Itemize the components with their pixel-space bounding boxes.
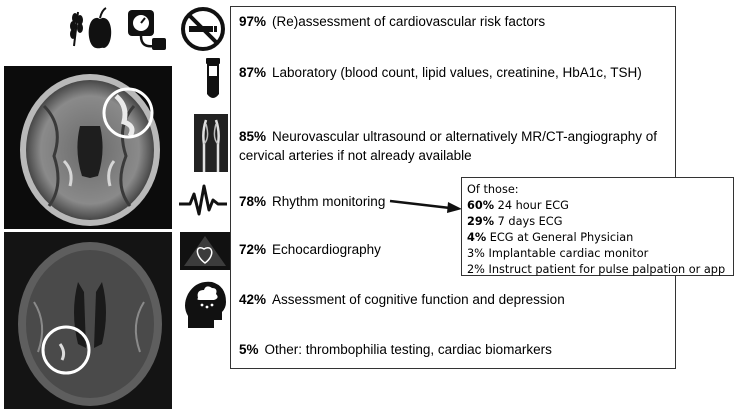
- rhythm-detail-line: 4% ECG at General Physician: [467, 231, 634, 244]
- rhythm-detail-line: 2% Instruct patient for pulse palpation or app: [467, 263, 726, 276]
- list-item-neurovascular: 85% Neurovascular ultrasound or alternatively MR/CT-angiography of cervical arteries if not already available: [239, 129, 657, 163]
- rhythm-arrow: [388, 196, 464, 214]
- list-item-laboratory: 87% Laboratory (blood count, lipid values, creatinine, HbA1c, TSH): [239, 65, 642, 80]
- nutrition-icon: [66, 6, 114, 52]
- list-item-risk-factors: 97% (Re)assessment of cardiovascular risk factors: [239, 14, 546, 29]
- cervical-arteries-icon: [194, 114, 228, 172]
- rhythm-detail-box: [461, 177, 734, 276]
- blood-pressure-icon: [124, 6, 172, 52]
- head-cloud-icon: [182, 278, 228, 330]
- list-item-echocardiography: 72% Echocardiography: [239, 242, 381, 257]
- mri-image-top: [4, 66, 172, 229]
- no-smoking-icon: [180, 6, 226, 52]
- ecg-wave-icon: [178, 184, 228, 218]
- rhythm-detail-line: 60% 24 hour ECG: [467, 199, 569, 212]
- echocardiography-icon: [180, 232, 230, 270]
- list-item-cognitive: 42% Assessment of cognitive function and depression: [239, 292, 565, 307]
- mri-image-bottom: [4, 232, 172, 409]
- list-item-rhythm: 78% Rhythm monitoring: [239, 194, 386, 209]
- rhythm-detail-line: 3% Implantable cardiac monitor: [467, 247, 649, 260]
- rhythm-detail-heading: Of those:: [467, 183, 519, 196]
- list-item-other: 5% Other: thrombophilia testing, cardiac biomarkers: [239, 342, 552, 357]
- blood-tube-icon: [202, 56, 224, 104]
- rhythm-detail-line: 29% 7 days ECG: [467, 215, 563, 228]
